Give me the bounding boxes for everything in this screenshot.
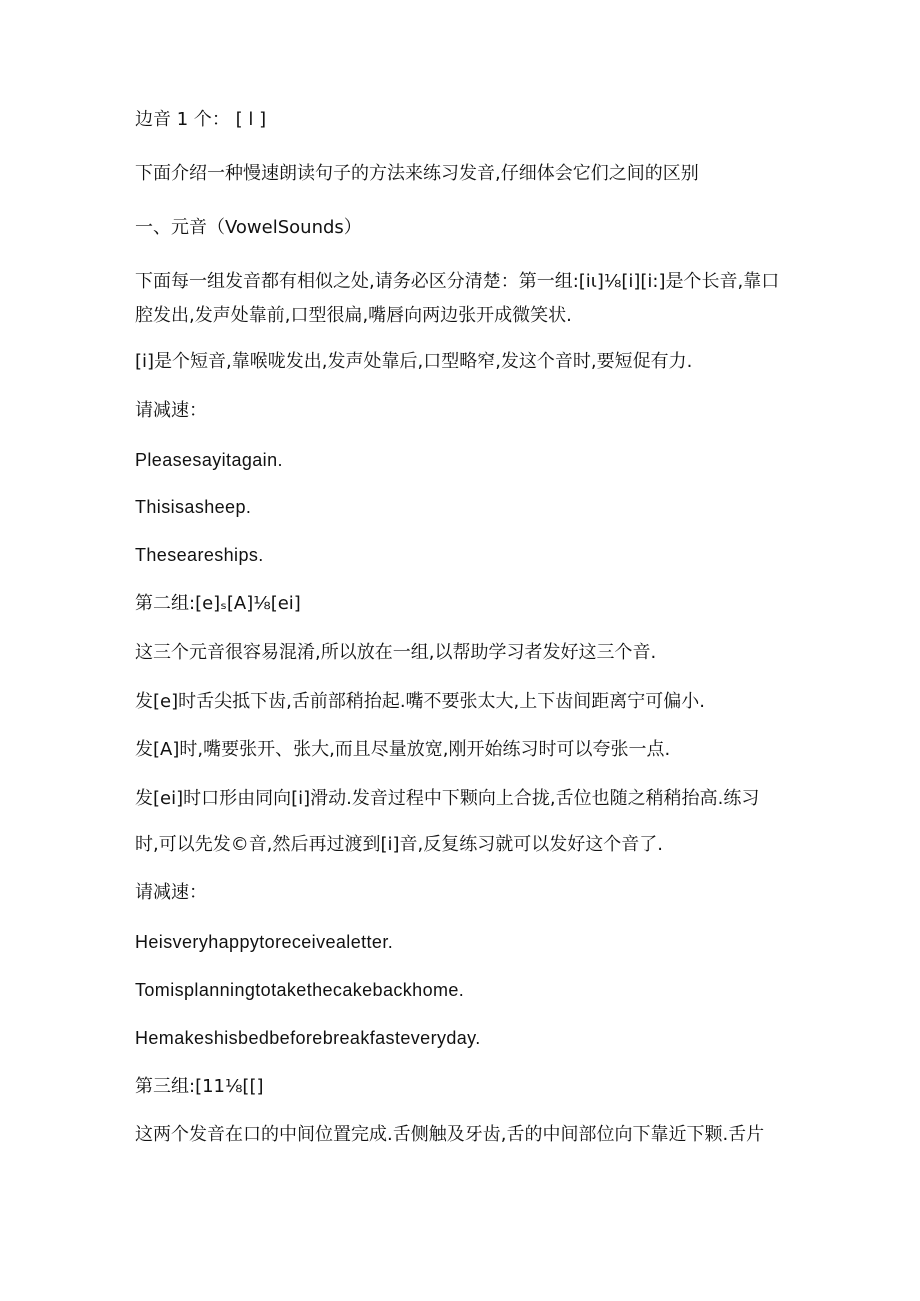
- text-line-group1-a: 下面每一组发音都有相似之处,请务必区分清楚：第一组:[iι]⅛[i][i:]是个长音,靠口: [135, 271, 780, 292]
- text-line-ei-sound-b: 时,可以先发©音,然后再过渡到[i]音,反复练习就可以发好这个音了.: [135, 834, 663, 855]
- group-heading-3: 第三组:[11⅛[[]: [135, 1076, 264, 1097]
- text-line-group2-intro: 这三个元音很容易混淆,所以放在一组,以帮助学习者发好这三个音.: [135, 642, 657, 663]
- text-line-group3-intro: 这两个发音在口的中间位置完成.舌侧触及牙齿,舌的中间部位向下靠近下颗.舌片: [135, 1124, 765, 1145]
- text-line-e-sound: 发[e]时舌尖抵下齿,舌前部稍抬起.嘴不要张太大,上下齿间距离宁可偏小.: [135, 691, 706, 712]
- section-heading-vowels: 一、元音（VowelSounds）: [135, 217, 362, 238]
- text-line-ei-sound-a: 发[ei]时口形由同向[i]滑动.发音过程中下颗向上合拢,舌位也随之稍稍抬高.练习: [135, 788, 760, 809]
- text-line-lateral-sound: 边音 1 个： [ l ]: [135, 109, 267, 130]
- label-slow-down-2: 请减速：: [135, 882, 207, 903]
- example-sentence-1: Pleasesayitagain.: [135, 450, 283, 470]
- label-slow-down-1: 请减速：: [135, 400, 207, 421]
- example-sentence-2: Thisisasheep.: [135, 497, 252, 517]
- group-heading-2: 第二组:[e]ₛ[A]⅛[ei]: [135, 593, 301, 614]
- example-sentence-6: Hemakeshisbedbeforebreakfasteveryday.: [135, 1028, 481, 1048]
- text-line-short-i: [i]是个短音,靠喉咙发出,发声处靠后,口型略窄,发这个音时,要短促有力.: [135, 351, 693, 372]
- text-line-group1-b: 腔发出,发声处靠前,口型很扁,嘴唇向两边张开成微笑状.: [135, 305, 572, 326]
- example-sentence-5: Tomisplanningtotakethecakebackhome.: [135, 980, 465, 1000]
- example-sentence-4: Heisveryhappytoreceivealetter.: [135, 932, 394, 952]
- text-line-a-sound: 发[A]时,嘴要张开、张大,而且尽量放宽,刚开始练习时可以夸张一点.: [135, 739, 671, 760]
- text-line-intro: 下面介绍一种慢速朗读句子的方法来练习发音,仔细体会它们之间的区别: [135, 163, 699, 184]
- example-sentence-3: Theseareships.: [135, 545, 264, 565]
